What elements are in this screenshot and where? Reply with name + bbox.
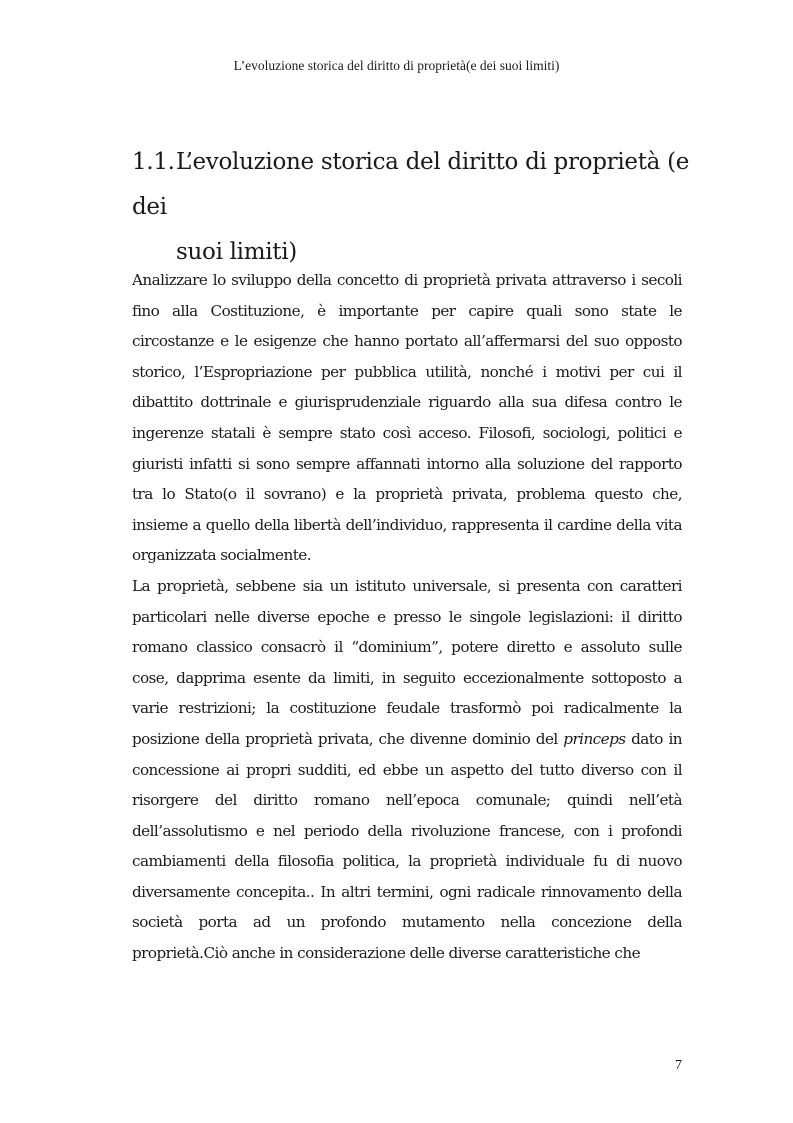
section-heading	[132, 140, 692, 275]
paragraph-2	[132, 571, 682, 969]
paragraph-2-part-b: dato in concessione ai propri sudditi, ed ebbe un aspetto del tutto diverso con il risorgere del diritto romano nell’epoca comunale; quindi nell’età dell’assolutismo e nel periodo della rivoluzione francese, con i profondi cambiamenti della filosofia politica, la proprietà individuale fu di nuovo diversamente concepita.. In altri termini, ogni radicale rinnovamento della società porta ad un profondo mutamento nella concezione della proprietà.Ciò anche in considerazione delle diverse caratteristiche che	[132, 729, 682, 963]
page-number: 7	[675, 1058, 682, 1073]
paragraph-1: Analizzare lo sviluppo della concetto di proprietà privata attraverso i secoli fino alla Costituzione, è importante per capire quali sono state le circostanze e le esigenze che hanno portato all’affermarsi del suo opposto storico, l’Espropriazione per pubblica utilità, nonché i motivi per cui il dibattito dottrinale e giurisprudenziale riguardo alla sua difesa contro le ingerenze statali è sempre stato così acceso. Filosofi, sociologi, politici e giuristi infatti si sono sempre affannati intorno alla soluzione del rapporto tra lo Stato(o il sovrano) e la proprietà privata, problema questo che, insieme a quello della libertà dell’individuo, rappresenta il cardine della vita organizzata socialmente.	[132, 271, 682, 565]
body-text	[132, 265, 682, 969]
section-number: 1.1.	[132, 149, 175, 175]
italic-term: princeps	[563, 729, 626, 748]
section-title-line2: suoi limiti)	[176, 239, 297, 265]
paragraph-2-part-a: La proprietà, sebbene sia un istituto universale, si presenta con caratteri particolari nelle diverse epoche e presso le singole legislazioni: il diritto romano classico consacrò il “dominium”, potere diretto e assoluto sulle cose, dapprima esente da limiti, in seguito eccezionalmente sottoposto a varie restrizioni; la costituzione feudale trasformò poi radicalmente la posizione della proprietà privata, che divenne dominio del	[132, 576, 682, 748]
running-header: L’evoluzione storica del diritto di proprietà(e dei suoi limiti)	[233, 58, 560, 73]
section-title-line1: L’evoluzione storica del diritto di proprietà (e dei	[132, 149, 690, 220]
